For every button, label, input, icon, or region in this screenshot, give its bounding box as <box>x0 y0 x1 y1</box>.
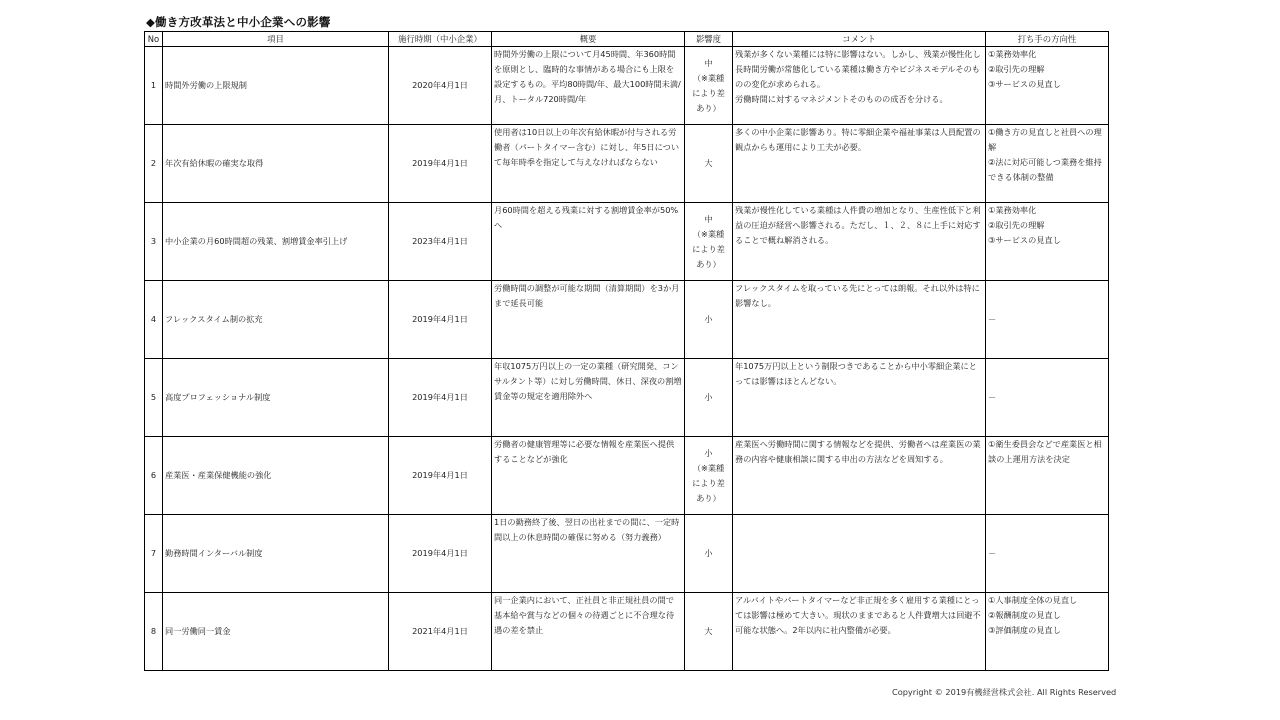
page-title: ◆働き方改革法と中小企業への影響 <box>146 15 331 29</box>
row-summary: 労働者の健康管理等に必要な情報を産業医へ提供することなどが強化 <box>492 437 685 515</box>
row-date: 2019年4月1日 <box>389 359 492 437</box>
row-no: 3 <box>145 203 163 281</box>
row-item: 同一労働同一賃金 <box>163 593 389 671</box>
row-no: 6 <box>145 437 163 515</box>
row-direction: － <box>986 359 1109 437</box>
header-comment: コメント <box>733 32 986 47</box>
row-summary: 使用者は10日以上の年次有給休暇が付与される労働者（パートタイマー含む）に対し、年5日について毎年時季を指定して与えなければならない <box>492 125 685 203</box>
row-summary: 年収1075万円以上の一定の業種（研究開発、コンサルタント等）に対し労働時間、休日、深夜の割増賃金等の規定を適用除外へ <box>492 359 685 437</box>
row-no: 2 <box>145 125 163 203</box>
header-direction: 打ち手の方向性 <box>986 32 1109 47</box>
row-item: 高度プロフェッショナル制度 <box>163 359 389 437</box>
row-impact: 大 <box>685 125 733 203</box>
row-item: フレックスタイム制の拡充 <box>163 281 389 359</box>
row-no: 4 <box>145 281 163 359</box>
row-comment: 多くの中小企業に影響あり。特に零細企業や福祉事業は人員配置の観点からも運用により工夫が必要。 <box>733 125 986 203</box>
row-impact: 小 <box>685 359 733 437</box>
table-row <box>145 593 1109 671</box>
header-impact: 影響度 <box>685 32 733 47</box>
row-comment: 年1075万円以上という制限つきであることから中小零細企業にとっては影響はほとんどない。 <box>733 359 986 437</box>
row-comment: 産業医へ労働時間に関する情報などを提供、労働者へは産業医の業務の内容や健康相談に関する申出の方法などを周知する。 <box>733 437 986 515</box>
row-item: 中小企業の月60時間超の残業、割増賃金率引上げ <box>163 203 389 281</box>
row-date: 2020年4月1日 <box>389 47 492 125</box>
row-impact: 中 （※業種 により差 あり） <box>685 203 733 281</box>
row-comment <box>733 515 986 593</box>
row-date: 2019年4月1日 <box>389 437 492 515</box>
table-row <box>145 437 1109 515</box>
row-date: 2019年4月1日 <box>389 515 492 593</box>
table-row <box>145 47 1109 125</box>
row-direction: ①衛生委員会などで産業医と相談の上運用方法を決定 <box>986 437 1109 515</box>
row-summary: 労働時間の調整が可能な期間（清算期間）を3か月まで延長可能 <box>492 281 685 359</box>
row-summary: 月60時間を超える残業に対する割増賃金率が50%へ <box>492 203 685 281</box>
reform-impact-table <box>144 31 1109 671</box>
row-no: 1 <box>145 47 163 125</box>
row-impact: 小 <box>685 281 733 359</box>
row-direction: ①業務効率化 ②取引先の理解 ③サービスの見直し <box>986 47 1109 125</box>
row-direction: － <box>986 515 1109 593</box>
header-date: 施行時期（中小企業） <box>389 32 492 47</box>
header-no: No <box>145 32 163 47</box>
row-no: 8 <box>145 593 163 671</box>
row-item: 時間外労働の上限規制 <box>163 47 389 125</box>
table-row <box>145 359 1109 437</box>
row-impact: 小 <box>685 515 733 593</box>
row-summary: 同一企業内において、正社員と非正規社員の間で基本給や賞与などの個々の待遇ごとに不合理な待遇の差を禁止 <box>492 593 685 671</box>
row-direction: ①業務効率化 ②取引先の理解 ③サービスの見直し <box>986 203 1109 281</box>
row-item: 勤務時間インターバル制度 <box>163 515 389 593</box>
row-item: 産業医・産業保健機能の強化 <box>163 437 389 515</box>
row-comment: アルバイトやパートタイマーなど非正規を多く雇用する業種にとっては影響は極めて大きい。現状のままであると人件費増大は回避不可能な状態へ。2年以内に社内整備が必要。 <box>733 593 986 671</box>
table-row <box>145 125 1109 203</box>
row-no: 7 <box>145 515 163 593</box>
row-date: 2019年4月1日 <box>389 281 492 359</box>
table-header-row <box>145 32 1109 47</box>
row-impact: 大 <box>685 593 733 671</box>
header-item: 項目 <box>163 32 389 47</box>
row-summary: 時間外労働の上限について月45時間、年360時間を原則とし、臨時的な事情がある場合にも上限を設定するもの。平均80時間/年、最大100時間未満/月、トータル720時間/年 <box>492 47 685 125</box>
row-direction: ①働き方の見直しと社員への理解 ②法に対応可能しつ業務を維持できる体制の整備 <box>986 125 1109 203</box>
row-no: 5 <box>145 359 163 437</box>
row-comment: 残業が慢性化している業種は人件費の増加となり、生産性低下と利益の圧迫が経営へ影響される。ただし、１、２、８に上手に対応することで概ね解消される。 <box>733 203 986 281</box>
table-row <box>145 281 1109 359</box>
row-impact: 中 （※業種 により差 あり） <box>685 47 733 125</box>
row-summary: 1日の勤務終了後、翌日の出社までの間に、一定時間以上の休息時間の確保に努める（努力義務） <box>492 515 685 593</box>
row-direction: ①人事制度全体の見直し ②報酬制度の見直し ③評価制度の見直し <box>986 593 1109 671</box>
row-date: 2019年4月1日 <box>389 125 492 203</box>
row-date: 2023年4月1日 <box>389 203 492 281</box>
header-summary: 概要 <box>492 32 685 47</box>
row-impact: 小 （※業種 により差 あり） <box>685 437 733 515</box>
copyright-notice: Copyright © 2019有機経営株式会社. All Rights Reserved <box>892 687 1117 697</box>
row-direction: － <box>986 281 1109 359</box>
row-item: 年次有給休暇の確実な取得 <box>163 125 389 203</box>
table-row <box>145 515 1109 593</box>
row-comment: 残業が多くない業種には特に影響はない。しかし、残業が慢性化し長時間労働が常態化している業種は働き方やビジネスモデルそのものの変化が求められる。 労働時間に対するマネジメントそのものの成否を分ける。 <box>733 47 986 125</box>
row-date: 2021年4月1日 <box>389 593 492 671</box>
table-row <box>145 203 1109 281</box>
row-comment: フレックスタイムを取っている先にとっては朗報。それ以外は特に影響なし。 <box>733 281 986 359</box>
